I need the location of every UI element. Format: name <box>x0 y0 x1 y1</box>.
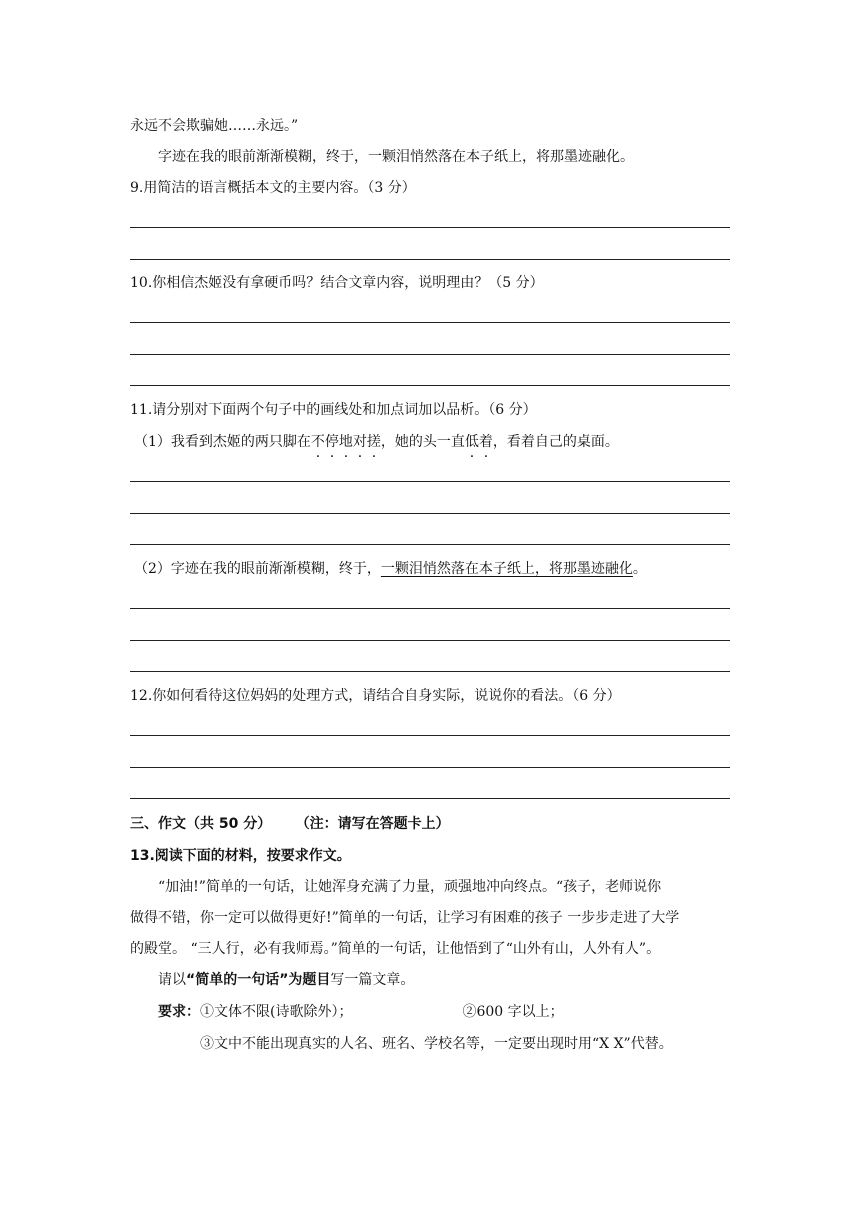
answer-line <box>130 322 730 323</box>
requirements-line-1 <box>158 1002 564 1022</box>
passage-line-2: 字迹在我的眼前渐渐模糊，终于，一颗泪悄然落在本子纸上，将那墨迹融化。 <box>158 149 634 165</box>
sentence-2-part-a: （2）字迹在我的眼前渐渐模糊，终于， <box>134 561 381 577</box>
underlined-phrase: 一颗泪悄然落在本子纸上，将那墨迹融化 <box>380 561 633 577</box>
answer-line <box>130 354 730 355</box>
prompt-title: “简单的一句话”为题目 <box>186 972 331 988</box>
answer-line <box>130 735 730 736</box>
answer-line <box>130 481 730 482</box>
answer-line <box>130 608 730 609</box>
question-13-title: 13.阅读下面的材料，按要求作文。 <box>130 848 351 864</box>
material-line-2: 做得不错，你一定可以做得更好!”简单的一句话，让学习有困难的孩子 一步步走进了大学 <box>130 910 680 926</box>
answer-line <box>130 513 730 514</box>
answer-line <box>130 671 730 672</box>
question-11: 11.请分别对下面两个句子中的画线处和加点词加以品析。（6 分） <box>130 402 537 418</box>
passage-line-1: 永远不会欺骗她……永远。” <box>130 118 299 134</box>
answer-line <box>130 640 730 641</box>
dotted-char: 着 <box>478 434 493 450</box>
sentence-1-part-b: ，她的头一直 <box>380 434 465 450</box>
answer-line <box>130 385 730 386</box>
section-3-note: （注：请写在答题卡上） <box>295 816 450 832</box>
requirement-2: ②600 字以上； <box>462 1004 564 1020</box>
material-line-1: “加油!”简单的一句话，让她浑身充满了力量，顽强地冲向终点。“孩子，老师说你 <box>158 879 662 895</box>
question-10: 10.你相信杰姬没有拿硬币吗？结合文章内容，说明理由？（5 分） <box>130 275 544 291</box>
answer-line <box>130 798 730 799</box>
dotted-char: 低 <box>464 434 479 450</box>
dotted-char: 地 <box>338 434 353 450</box>
prompt-part-c: 写一篇文章。 <box>330 972 415 988</box>
dotted-char: 不 <box>310 434 325 450</box>
dotted-char: 停 <box>324 434 339 450</box>
requirement-3: ③文中不能出现真实的人名、班名、学校名等，一定要出现时用“X X”代替。 <box>200 1036 673 1052</box>
sentence-2-part-c: 。 <box>632 561 647 577</box>
requirement-1: ①文体不限(诗歌除外）； <box>200 1004 353 1020</box>
requirements-label: 要求： <box>158 1004 200 1020</box>
material-line-3: 的殿堂。 “三人行，必有我师焉。”简单的一句话，让他悟到了“山外有山，人外有人”。 <box>130 941 661 957</box>
dotted-char: 对 <box>352 434 367 450</box>
section-3-heading <box>130 814 450 834</box>
dotted-char: 搓 <box>366 434 381 450</box>
essay-prompt <box>158 970 414 990</box>
section-3-title: 三、作文（共 50 分） <box>130 816 272 832</box>
question-9: 9.用简洁的语言概括本文的主要内容。（3 分） <box>130 180 416 196</box>
sentence-1-part-a: （1）我看到杰姬的两只脚在 <box>134 434 311 450</box>
question-11-sentence-1 <box>134 432 619 452</box>
question-12: 12.你如何看待这位妈妈的处理方式，请结合自身实际，说说你的看法。（6 分） <box>130 688 621 704</box>
question-11-sentence-2 <box>134 559 647 579</box>
prompt-part-a: 请以 <box>158 972 186 988</box>
answer-line <box>130 544 730 545</box>
sentence-1-part-c: ，看着自己的桌面。 <box>492 434 619 450</box>
answer-line <box>130 259 730 260</box>
answer-line <box>130 767 730 768</box>
answer-line <box>130 227 730 228</box>
